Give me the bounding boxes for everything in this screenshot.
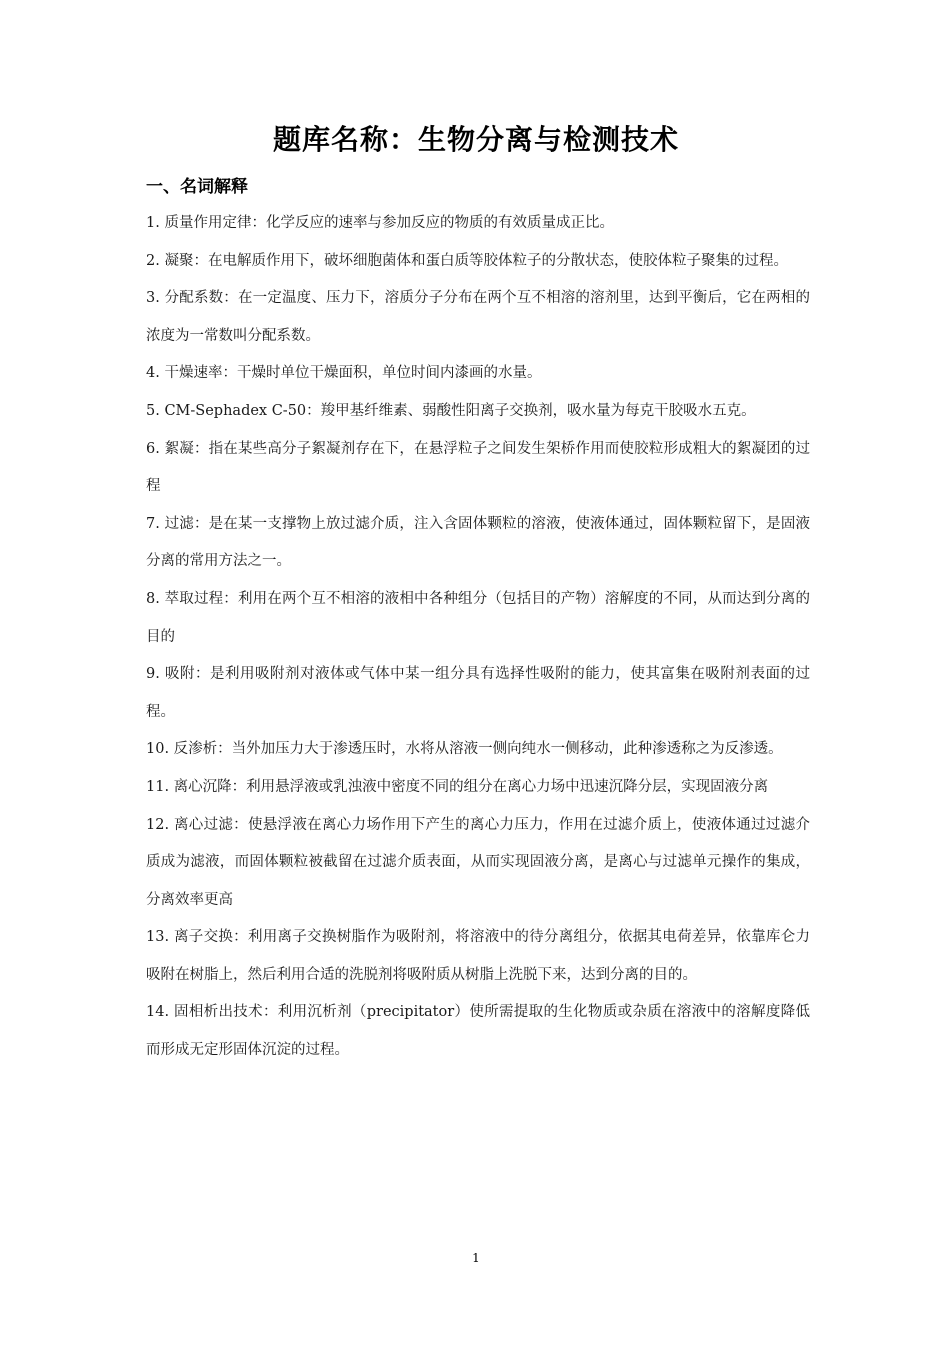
page-number: 1 [472,1251,480,1265]
definition-entry: 14. 固相析出技术：利用沉析剂（precipitator）使所需提取的生化物质或杂质在溶液中的溶解度降低而形成无定形固体沉淀的过程。 [146,1004,810,1059]
definition-entry: 5. CM-Sephadex C-50：羧甲基纤维素、弱酸性阳离子交换剂，吸水量为每克干胶吸水五克。 [146,402,756,419]
definition-list [146,205,810,1070]
definition-entry: 4. 干燥速率：干燥时单位干燥面积，单位时间内漆画的水量。 [146,365,542,382]
definition-entry: 3. 分配系数：在一定温度、压力下，溶质分子分布在两个互不相溶的溶剂里，达到平衡后，它在两相的浓度为一常数叫分配系数。 [146,290,810,344]
definition-entry: 9. 吸附：是利用吸附剂对液体或气体中某一组分具有选择性吸附的能力，使其富集在吸附剂表面的过程。 [146,666,810,720]
definition-entry: 2. 凝聚：在电解质作用下，破坏细胞菌体和蛋白质等胶体粒子的分散状态，使胶体粒子聚集的过程。 [146,252,788,269]
definition-entry: 12. 离心过滤：使悬浮液在离心力场作用下产生的离心力压力，作用在过滤介质上，使液体通过过滤介质成为滤液，而固体颗粒被截留在过滤介质表面，从而实现固液分离，是离心与过滤单元操作的集成，分离效率更高 [146,816,810,908]
definition-entry: 6. 絮凝：指在某些高分子絮凝剂存在下，在悬浮粒子之间发生架桥作用而使胶粒形成粗大的絮凝团的过程 [146,440,810,495]
section-heading: 一、名词解释 [146,177,248,197]
document-title: 题库名称：生物分离与检测技术 [272,123,679,156]
definition-entry: 7. 过滤：是在某一支撑物上放过滤介质，注入含固体颗粒的溶液，使液体通过，固体颗粒留下，是固液分离的常用方法之一。 [146,515,810,570]
definition-entry: 11. 离心沉降：利用悬浮液或乳浊液中密度不同的组分在离心力场中迅速沉降分层，实现固液分离 [146,778,769,795]
definition-entry: 8. 萃取过程：利用在两个互不相溶的液相中各种组分（包括目的产物）溶解度的不同，从而达到分离的目的 [146,590,810,645]
definition-entry: 1. 质量作用定律：化学反应的速率与参加反应的物质的有效质量成正比。 [146,215,614,231]
definition-entry: 13. 离子交换：利用离子交换树脂作为吸附剂，将溶液中的待分离组分，依据其电荷差异，依靠库仑力吸附在树脂上，然后利用合适的洗脱剂将吸附质从树脂上洗脱下来，达到分离的目的。 [146,929,810,983]
definition-entry: 10. 反渗析：当外加压力大于渗透压时，水将从溶液一侧向纯水一侧移动，此种渗透称之为反渗透。 [146,741,783,758]
